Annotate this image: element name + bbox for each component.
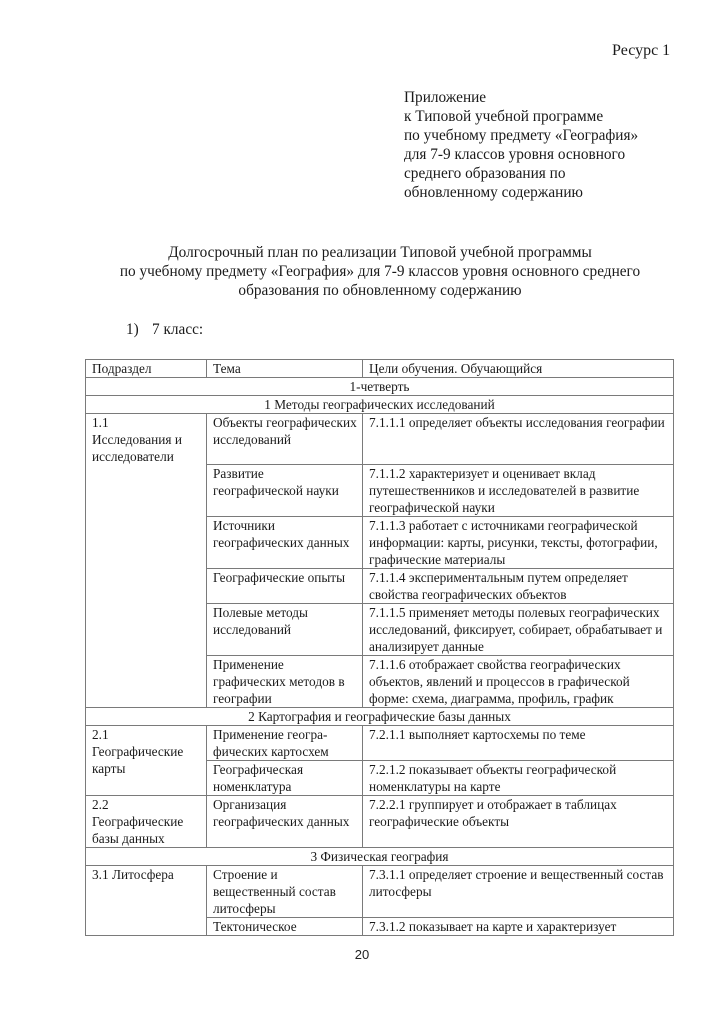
appendix-line: к Типовой учебной программе: [404, 108, 604, 125]
subsection-number: 2.1: [92, 727, 109, 742]
topic-cell: Источники географических данных: [207, 517, 363, 569]
topic-cell: Объекты географических исследований: [207, 414, 363, 465]
subsection-cell: [86, 414, 207, 708]
subsection-cell: [86, 726, 207, 796]
topic-cell: [207, 726, 363, 761]
quarter-label: 1-четверть: [86, 378, 674, 396]
subsection-cell: [86, 796, 207, 848]
section-title: 3 Физическая география: [86, 848, 674, 866]
topic-cell: Развитие географической науки: [207, 465, 363, 517]
goal-cell: 7.1.1.3 работает с источниками географической информации: карты, рисунки, тексты, фотографии, графические материалы: [363, 517, 674, 569]
topic-line: Применение геогра-: [213, 727, 328, 742]
section-row: [86, 396, 674, 414]
topic-cell: Строение и вещественный состав литосферы: [207, 866, 363, 918]
appendix-line: Приложение: [404, 89, 487, 106]
column-header-subsection: Подраздел: [86, 360, 207, 378]
goal-cell: 7.1.1.4 экспериментальным путем определяет свойства географических объектов: [363, 569, 674, 604]
section-title: 1 Методы географических исследований: [86, 396, 674, 414]
grade-label: 7 класс:: [152, 321, 204, 338]
appendix-note: [404, 88, 638, 202]
goal-cell: 7.1.1.2 характеризует и оценивает вклад путешественников и исследователей в развитие географической науки: [363, 465, 674, 517]
subsection-name: Географические: [92, 744, 184, 759]
column-header-topic: Тема: [207, 360, 363, 378]
topic-cell: Полевые методы исследований: [207, 604, 363, 656]
title-line: по учебному предмету «География» для 7-9 классов уровня основного среднего: [119, 263, 641, 280]
goal-cell: 7.1.1.5 применяет методы полевых географических исследований, фиксирует, собирает, обрабатывает и анализирует данные: [363, 604, 674, 656]
topic-cell: Географические опыты: [207, 569, 363, 604]
page-number: 20: [354, 947, 370, 962]
goal-cell: 7.2.1.2 показывает объекты географической номенклатуры на карте: [363, 761, 674, 796]
subsection-name: карты: [92, 761, 126, 776]
topic-cell: Применение графических методов в географии: [207, 656, 363, 708]
subsection-cell: 3.1 Литосфера: [86, 866, 207, 936]
topic-cell: Организация географических данных: [207, 796, 363, 848]
quarter-row: [86, 378, 674, 396]
table-row: [86, 866, 674, 918]
grade-heading: [126, 320, 203, 339]
topic-line: фических картосхем: [213, 744, 329, 759]
appendix-line: среднего образования по: [404, 165, 566, 182]
section-title: 2 Картография и географические базы данных: [86, 708, 674, 726]
resource-label: Ресурс 1: [612, 42, 671, 59]
title-line: Долгосрочный план по реализации Типовой учебной программы: [168, 244, 592, 261]
subsection-number: 2.2: [92, 797, 109, 812]
table-row: [86, 796, 674, 848]
table-row: [86, 726, 674, 761]
appendix-line: для 7-9 классов уровня основного: [404, 146, 626, 163]
subsection-name: исследователи: [92, 449, 174, 464]
goal-cell: 7.1.1.6 отображает свойства географических объектов, явлений и процессов в графической форме: схема, диаграмма, профиль, график: [363, 656, 674, 708]
goal-cell: 7.3.1.1 определяет строение и вещественный состав литосферы: [363, 866, 674, 918]
goal-cell: 7.2.2.1 группирует и отображает в таблицах географические объекты: [363, 796, 674, 848]
goal-cell: 7.1.1.1 определяет объекты исследования географии: [363, 414, 674, 465]
subsection-name: Исследования и: [92, 432, 182, 447]
long-term-plan-table: [85, 359, 674, 936]
goal-cell: 7.3.1.2 показывает на карте и характеризует: [363, 918, 674, 936]
appendix-line: по учебному предмету «География»: [404, 127, 639, 144]
grade-list-number: 1): [126, 321, 139, 338]
table-header-row: [86, 360, 674, 378]
table-row: [86, 414, 674, 465]
title-line: образования по обновленному содержанию: [238, 282, 522, 299]
subsection-name: базы данных: [92, 831, 165, 846]
section-row: [86, 708, 674, 726]
topic-cell: Тектоническое: [207, 918, 363, 936]
section-row: [86, 848, 674, 866]
goal-cell: 7.2.1.1 выполняет картосхемы по теме: [363, 726, 674, 761]
subsection-number: 1.1: [92, 415, 109, 430]
appendix-line: обновленному содержанию: [404, 184, 583, 201]
column-header-goals: Цели обучения. Обучающийся: [363, 360, 674, 378]
subsection-name: Географические: [92, 814, 184, 829]
topic-cell: Географическая номенклатура: [207, 761, 363, 796]
document-title: [70, 243, 690, 300]
